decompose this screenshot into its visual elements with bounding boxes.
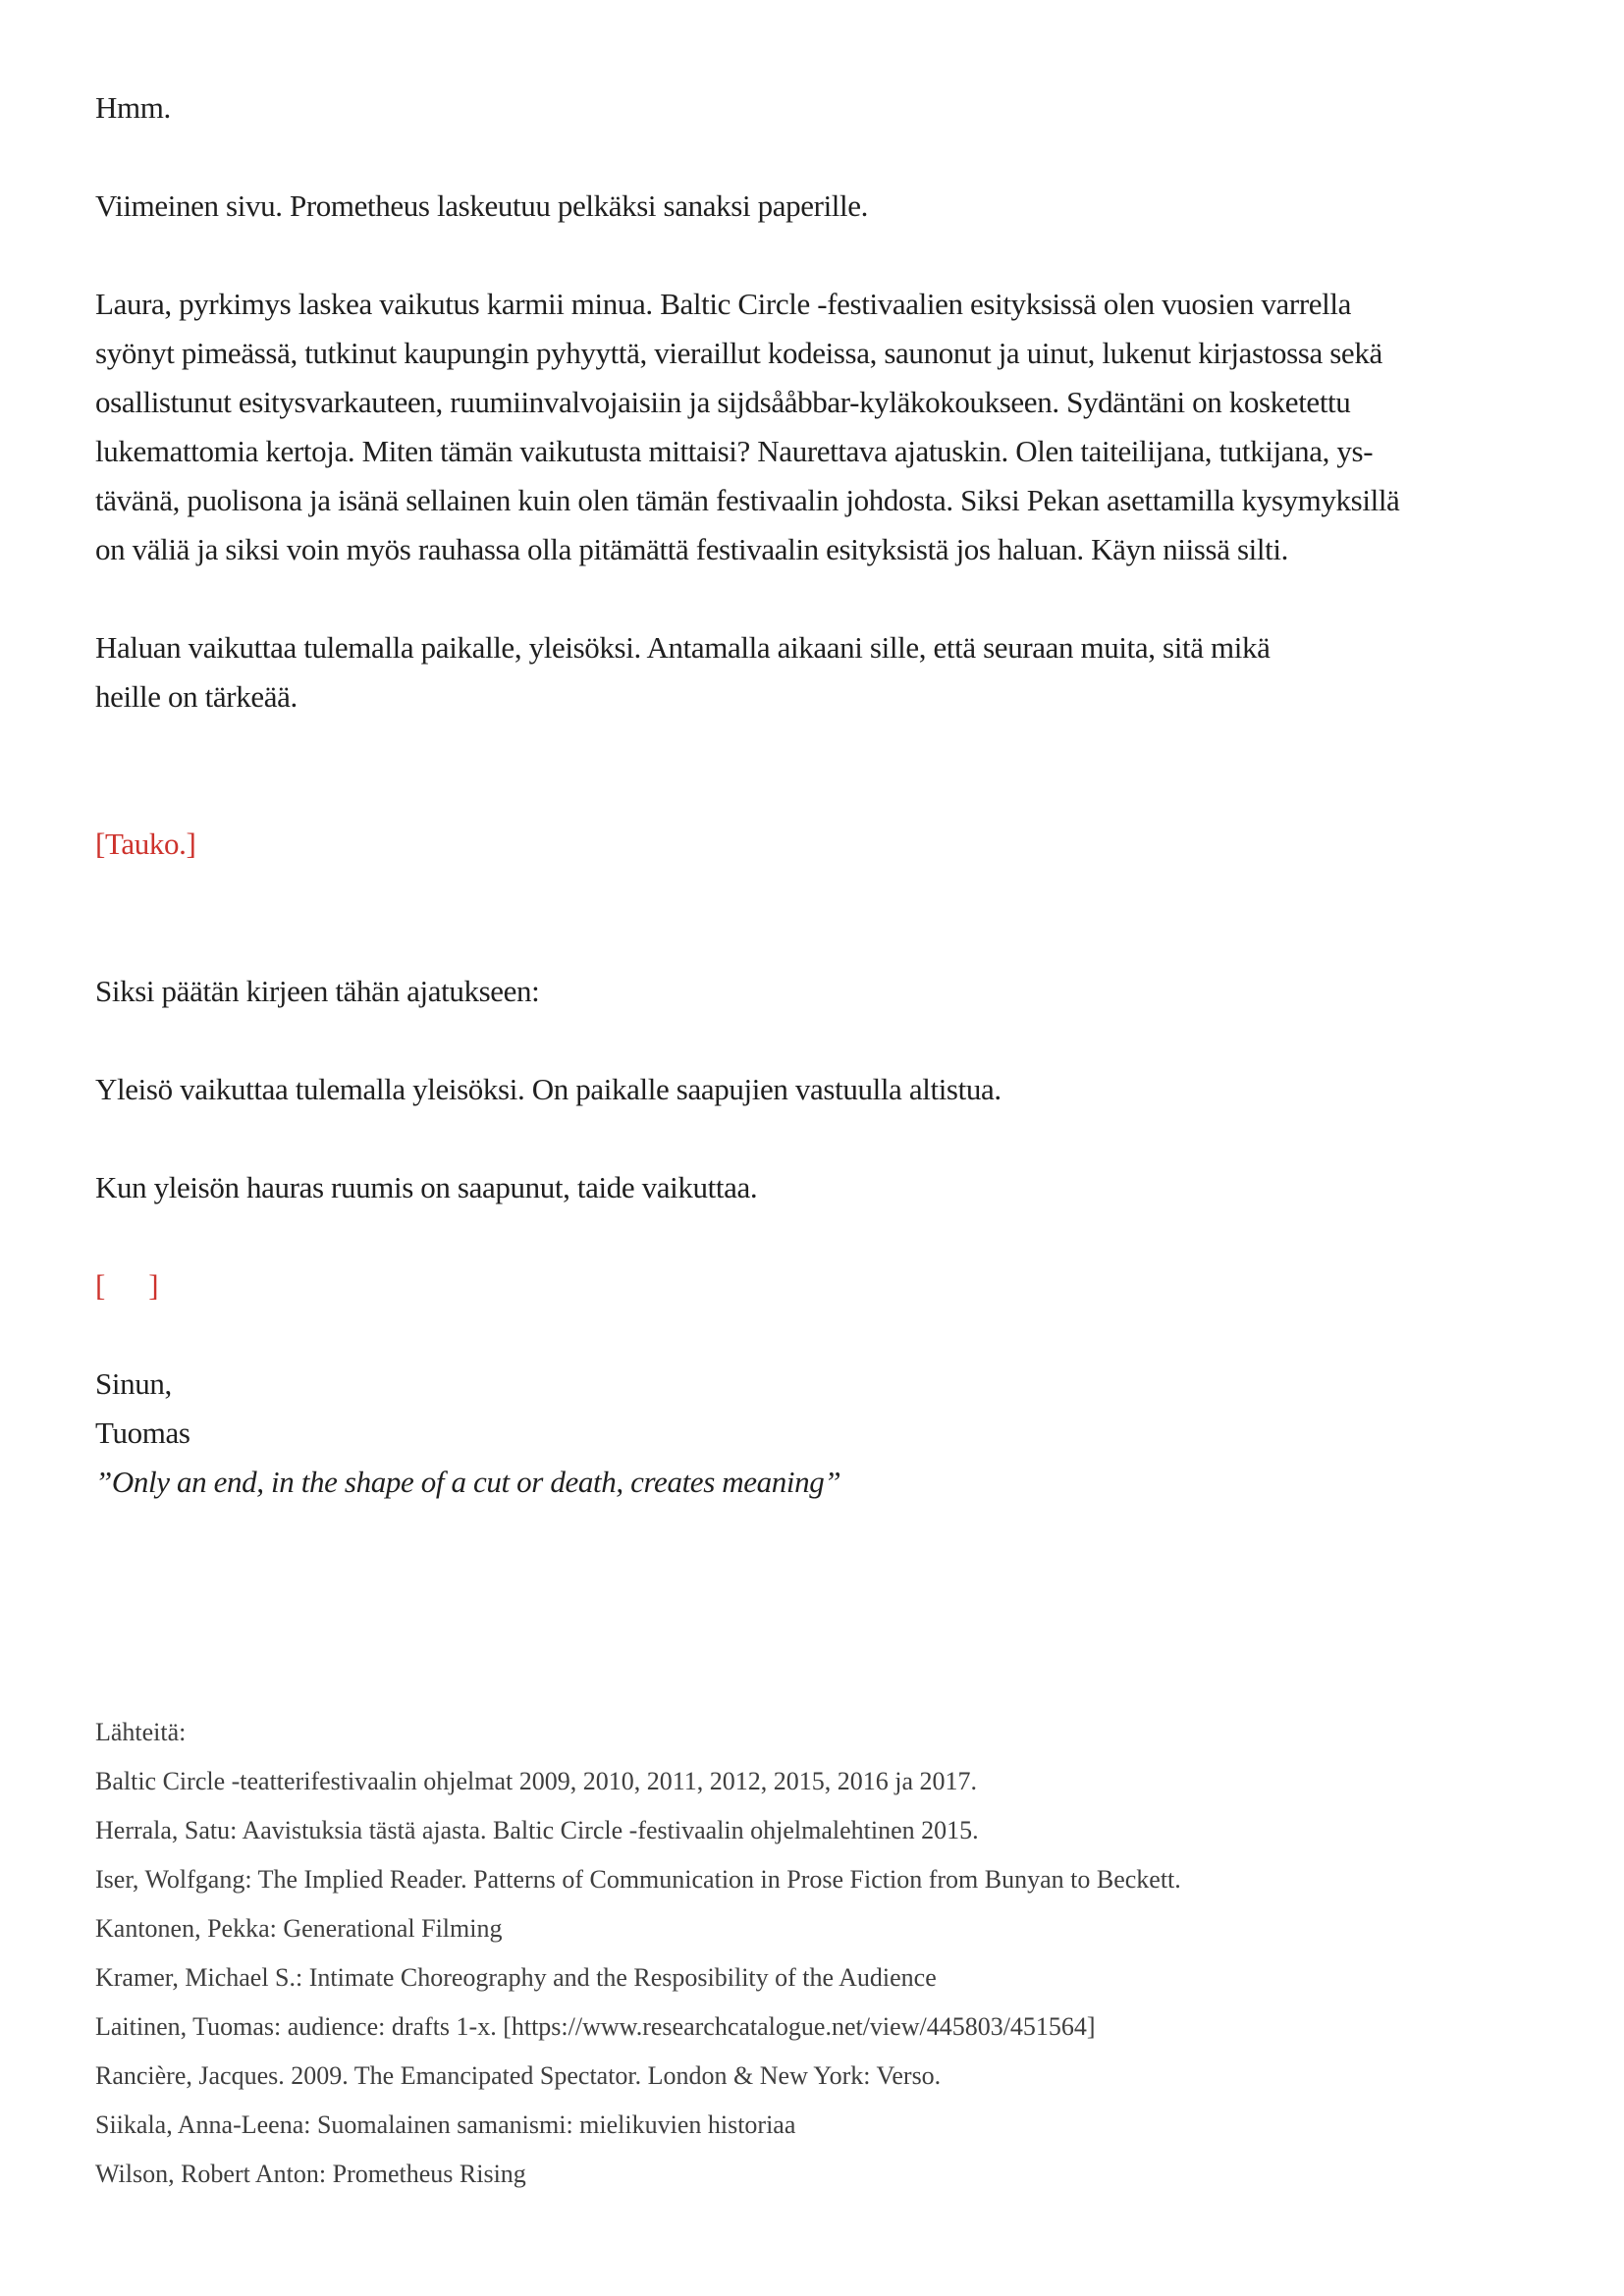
letter-body-line: tävänä, puolisona ja isänä sellainen kuin olen tämän festivaalin johdosta. Siksi Pekan asettamilla kysymyksillä bbox=[95, 483, 1400, 517]
pause-marker: [Tauko.] bbox=[95, 827, 196, 861]
source-item: Siikala, Anna-Leena: Suomalainen samanismi: mielikuvien historiaa bbox=[95, 2110, 796, 2139]
source-item: Rancière, Jacques. 2009. The Emancipated Spectator. London & New York: Verso. bbox=[95, 2061, 942, 2090]
source-item: Herrala, Satu: Aavistuksia tästä ajasta. Baltic Circle -festivaalin ohjelmalehtinen 2015. bbox=[95, 1816, 979, 1844]
source-item: Wilson, Robert Anton: Prometheus Rising bbox=[95, 2160, 526, 2188]
sources-heading: Lähteitä: bbox=[95, 1718, 187, 1746]
signature-name: Tuomas bbox=[95, 1415, 190, 1450]
signoff: Sinun, bbox=[95, 1366, 172, 1401]
letter-body-line: syönyt pimeässä, tutkinut kaupungin pyhyyttä, vieraillut kodeissa, saunonut ja uinut, lukenut kirjastossa sekä bbox=[95, 336, 1382, 370]
closing-quote: ”Only an end, in the shape of a cut or death, creates meaning” bbox=[95, 1465, 841, 1499]
empty-brackets-marker: [ ] bbox=[95, 1268, 159, 1303]
source-item: Laitinen, Tuomas: audience: drafts 1-x. [https://www.researchcatalogue.net/view/445803/451564] bbox=[95, 2012, 1096, 2041]
closing-intro: Siksi päätän kirjeen tähän ajatukseen: bbox=[95, 974, 540, 1008]
letter-audience-paragraph bbox=[95, 623, 1271, 721]
letter-body-paragraph bbox=[95, 280, 1399, 574]
letter-body-line: lukemattomia kertoja. Miten tämän vaikutusta mittaisi? Naurettava ajatuskin. Olen taiteilijana, tutkijana, ys- bbox=[95, 434, 1374, 468]
letter-intro: Viimeinen sivu. Prometheus laskeutuu pelkäksi sanaksi paperille. bbox=[95, 188, 869, 223]
letter-body-line: on väliä ja siksi voin myös rauhassa olla pitämättä festivaalin esityksistä jos haluan. Käyn niissä silti. bbox=[95, 532, 1288, 566]
letter-body-line: Laura, pyrkimys laskea vaikutus karmii minua. Baltic Circle -festivaalien esityksissä olen vuosien varrella bbox=[95, 287, 1352, 321]
thesis-line: Yleisö vaikuttaa tulemalla yleisöksi. On paikalle saapujien vastuulla altistua. bbox=[95, 1072, 1001, 1106]
source-item: Kramer, Michael S.: Intimate Choreography and the Resposibility of the Audience bbox=[95, 1963, 937, 1992]
letter-body-line: osallistunut esitysvarkauteen, ruumiinvalvojaisiin ja sijdsååbbar-kyläkokoukseen. Sydäntäni on kosketettu bbox=[95, 385, 1351, 419]
thesis-line-2: Kun yleisön hauras ruumis on saapunut, taide vaikuttaa. bbox=[95, 1170, 758, 1204]
source-item: Kantonen, Pekka: Generational Filming bbox=[95, 1914, 503, 1943]
signature-block bbox=[95, 1360, 840, 1507]
source-item: Baltic Circle -teatterifestivaalin ohjelmat 2009, 2010, 2011, 2012, 2015, 2016 ja 2017. bbox=[95, 1767, 978, 1795]
letter-audience-line: Haluan vaikuttaa tulemalla paikalle, yleisöksi. Antamalla aikaani sille, että seuraan muita, sitä mikä bbox=[95, 630, 1271, 665]
letter-greeting: Hmm. bbox=[95, 90, 171, 125]
source-item: Iser, Wolfgang: The Implied Reader. Patterns of Communication in Prose Fiction from Bunyan to Beckett. bbox=[95, 1865, 1181, 1894]
letter-audience-line: heille on tärkeää. bbox=[95, 679, 298, 714]
sources-list bbox=[95, 1757, 1181, 2199]
